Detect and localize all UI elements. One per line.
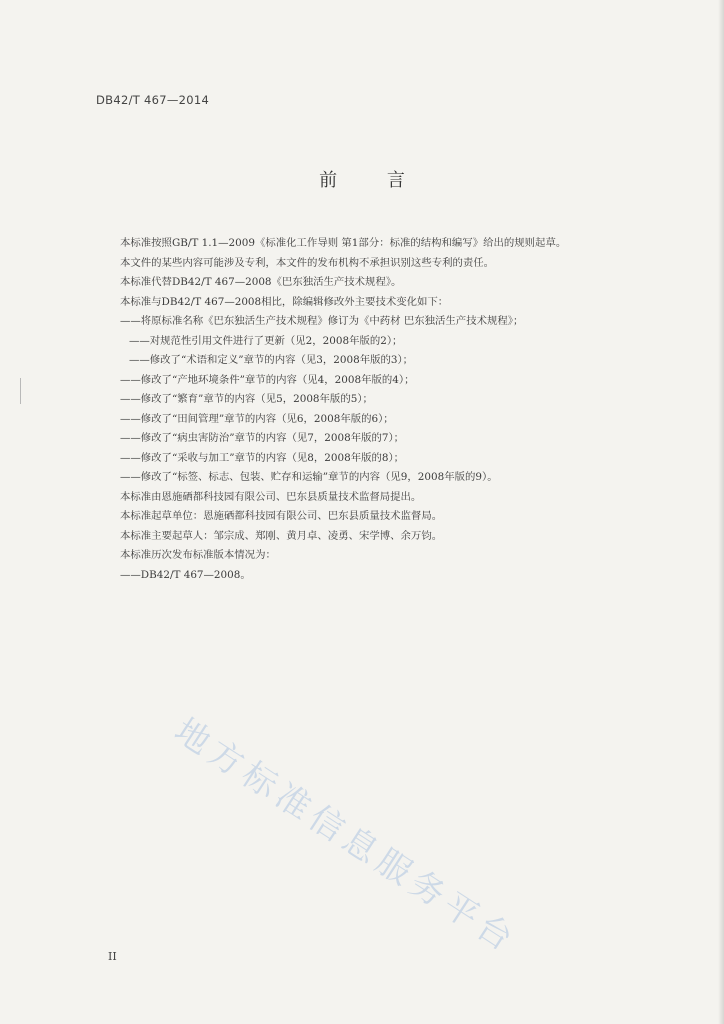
margin-mark (20, 378, 21, 404)
page-title-text: 前 言 (319, 170, 427, 191)
list-item: ——将原标准名称《巴东独活生产技术规程》修订为《中药材 巴东独活生产技术规程》； (120, 315, 524, 327)
page-edge-shadow (718, 0, 724, 1024)
body-line: 本文件的某些内容可能涉及专利，本文件的发布机构不承担识别这些专利的责任。 (120, 256, 495, 269)
body-line: 本标准由恩施硒都科技园有限公司、巴东县质量技术监督局提出。 (120, 490, 422, 503)
list-item: ——修改了“病虫害防治”章节的内容（见7，2008年版的7）； (120, 432, 405, 444)
list-item: ——修改了“产地环境条件”章节的内容（见4，2008年版的4）； (120, 373, 415, 386)
body-line: 本标准起草单位：恩施硒都科技园有限公司、巴东县质量技术监督局。 (120, 510, 443, 522)
list-item: ——DB42/T 467—2008。 (120, 568, 251, 581)
body-line: 本标准主要起草人：邹宗成、郑刚、黄月卓、凌勇、宋学博、余万钧。 (120, 529, 443, 542)
list-item: ——修改了“田间管理”章节的内容（见6，2008年版的6）； (120, 412, 394, 425)
document-code: DB42/T 467—2014 (96, 93, 210, 107)
body-line: 本标准与DB42/T 467—2008相比，除编辑修改外主要技术变化如下： (120, 295, 449, 308)
page-title (0, 166, 724, 192)
body-line: 本标准按照GB/T 1.1—2009《标准化工作导则 第1部分：标准的结构和编写》给出的规则起草。 (120, 237, 567, 249)
foreword-body (120, 234, 680, 585)
list-item: ——修改了“采收与加工”章节的内容（见8，2008年版的8）； (120, 451, 405, 464)
list-item: ——修改了“标签、标志、包装、贮存和运输”章节的内容（见9，2008年版的9）。 (120, 471, 498, 483)
page-number: II (108, 950, 117, 963)
watermark-text: 地方标准信息服务平台 (167, 710, 525, 963)
list-item: ——对规范性引用文件进行了更新（见2，2008年版的2）； (129, 334, 403, 347)
body-line: 本标准代替DB42/T 467—2008《巴东独活生产技术规程》。 (120, 276, 402, 288)
list-item: ——修改了“繁育”章节的内容（见5，2008年版的5）； (120, 393, 373, 405)
list-item: ——修改了“术语和定义”章节的内容（见3，2008年版的3）； (129, 354, 414, 366)
body-line: 本标准历次发布标准版本情况为： (120, 549, 276, 561)
